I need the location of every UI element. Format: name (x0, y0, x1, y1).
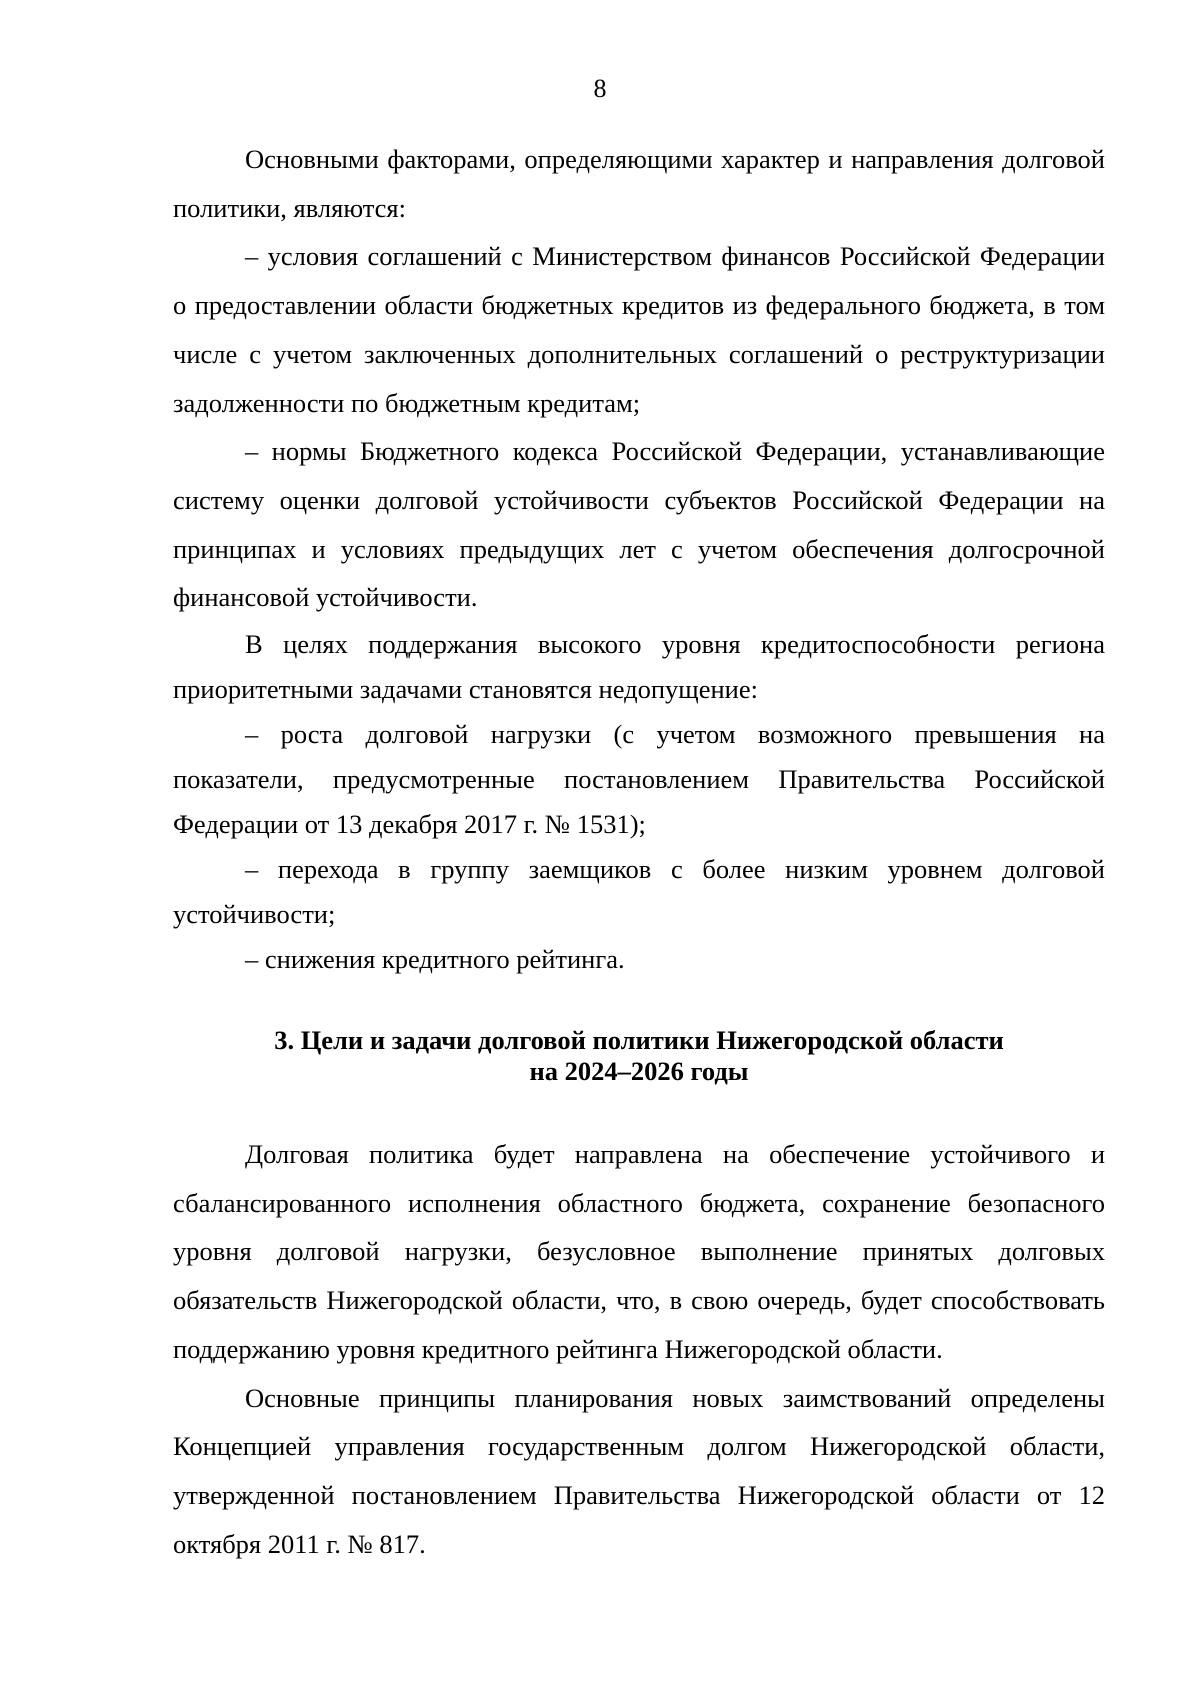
paragraph-debt-policy-direction: Долговая политика будет направлена на обеспечение устойчивого и сбалансированного исполнения областного бюджета, сохранение безопасного уровня долговой нагрузки, безусловное выполнение принятых долговых обязательств Нижегородской области, что, в свою очередь, будет способствовать поддержанию уровня кредитного рейтинга Нижегородской области. (173, 1139, 1105, 1364)
paragraph-borrowing-principles: Основные принципы планирования новых заимствований определены Концепцией управления государственным долгом Нижегородской области, утвержденной постановлением Правительства Нижегородской области от 12 октября 2011 г. № 817. (173, 1382, 1105, 1559)
paragraph-rating-item: – снижения кредитного рейтинга. (245, 944, 625, 975)
paragraph-agreements-item: – условия соглашений с Министерством финансов Российской Федерации о предоставлении области бюджетных кредитов из федерального бюджета, в том числе с учетом заключенных дополнительных соглашений о реструктуризации задолженности по бюджетным кредитам; (173, 241, 1105, 418)
paragraph-borrower-group-item: – перехода в группу заемщиков с более низким уровнем долговой устойчивости; (173, 854, 1105, 930)
paragraph-factors-intro: Основными факторами, определяющими характер и направления долговой политики, являются: (173, 144, 1105, 223)
document-body (173, 135, 1105, 1568)
page-number: 8 (593, 74, 607, 103)
paragraph-debt-load-item: – роста долговой нагрузки (с учетом возможного превышения на показатели, предусмотренные постановлением Правительства Российской Федерации от 13 декабря 2017 г. № 1531); (173, 719, 1105, 840)
section-heading-line-1: 3. Цели и задачи долговой политики Нижегородской области (274, 1025, 1004, 1056)
section-heading-line-2: на 2024–2026 годы (529, 1056, 749, 1087)
section-heading (173, 1025, 1105, 1087)
paragraph-creditworthiness-goals: В целях поддержания высокого уровня кредитоспособности региона приоритетными задачами становятся недопущение: (173, 629, 1105, 705)
paragraph-budget-code-item: – нормы Бюджетного кодекса Российской Федерации, устанавливающие систему оценки долговой устойчивости субъектов Российской Федерации на принципах и условиях предыдущих лет с учетом обеспечения долгосрочной финансовой устойчивости. (173, 436, 1105, 613)
